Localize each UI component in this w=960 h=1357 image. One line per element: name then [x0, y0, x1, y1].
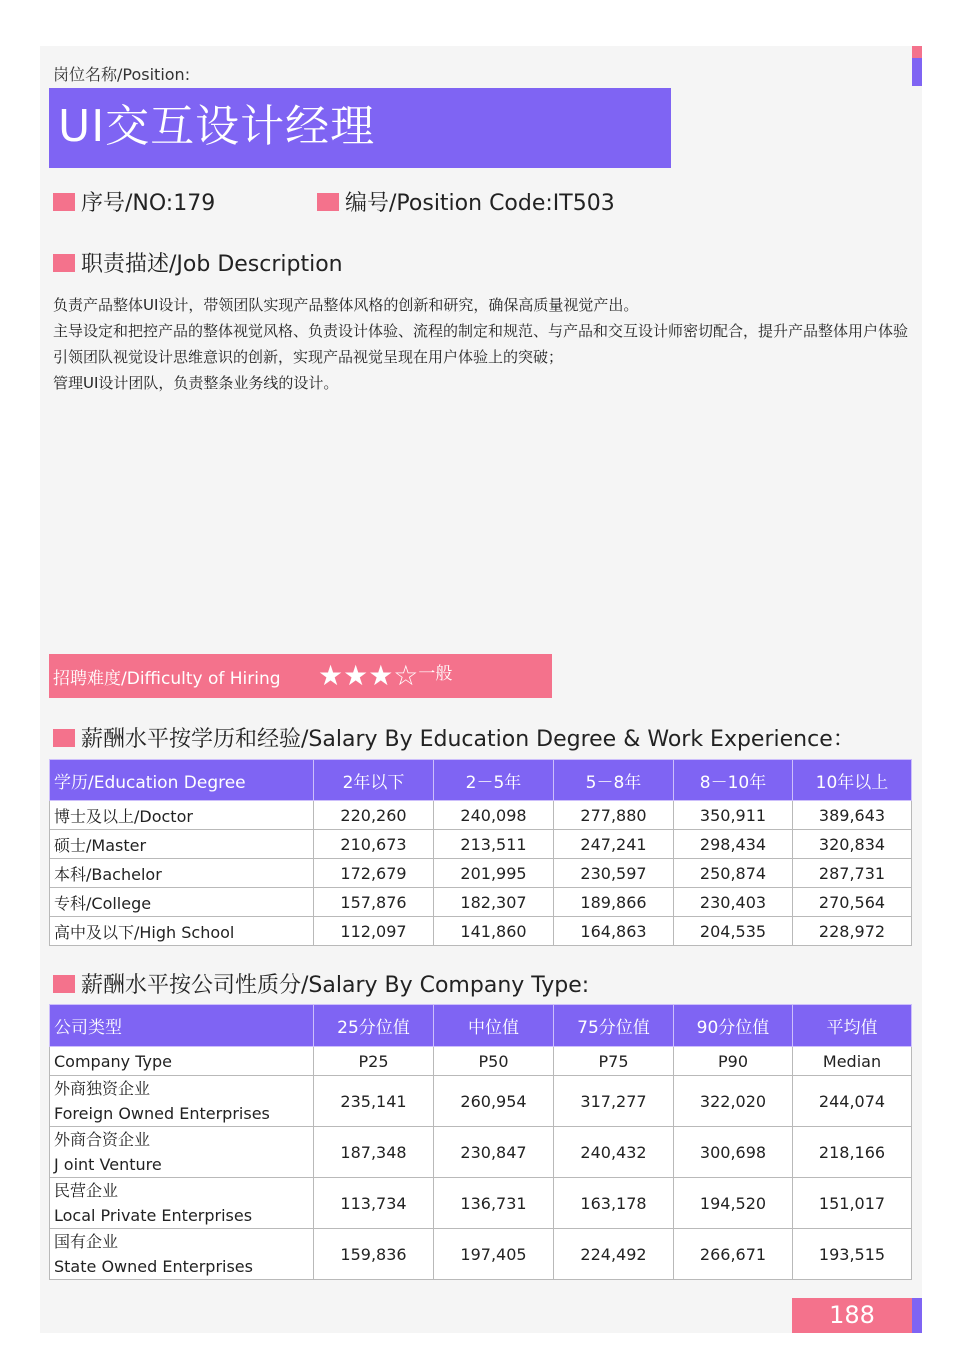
table-cell: 187,348	[314, 1127, 434, 1178]
column-header: 公司类型	[50, 1005, 314, 1047]
company-type-en: J oint Venture	[54, 1155, 162, 1174]
column-header: 25分位值	[314, 1005, 434, 1047]
table-cell: 164,863	[554, 917, 674, 946]
table-cell: 201,995	[434, 859, 554, 888]
description-line: 主导设定和把控产品的整体视觉风格、负责设计体验、流程的制定和规范、与产品和交互设计师密切配合，提升产品整体用户体验	[53, 322, 909, 340]
bullet-square-icon	[53, 193, 75, 211]
subheader-cell: P25	[314, 1047, 434, 1076]
description-line: 引领团队视觉设计思维意识的创新，实现产品视觉呈现在用户体验上的突破；	[53, 348, 564, 366]
hiring-difficulty-label: 招聘难度/Difficulty of Hiring	[53, 669, 281, 689]
table-cell: 197,405	[434, 1229, 554, 1280]
table-cell: 213,511	[434, 830, 554, 859]
table-header-row	[50, 1005, 912, 1047]
table-cell: 专科/College	[50, 888, 314, 917]
table-cell: 260,954	[434, 1076, 554, 1127]
company-type-cn: 民营企业	[54, 1181, 119, 1200]
salary-education-table	[49, 759, 912, 946]
hiring-difficulty-level: 一般	[418, 664, 453, 684]
table-cell: 224,492	[554, 1229, 674, 1280]
table-cell: 189,866	[554, 888, 674, 917]
bullet-square-icon	[53, 254, 75, 272]
subheader-cell: P75	[554, 1047, 674, 1076]
table-cell: 163,178	[554, 1178, 674, 1229]
table-cell: 151,017	[793, 1178, 912, 1229]
column-header: 75分位值	[554, 1005, 674, 1047]
table-cell: 113,734	[314, 1178, 434, 1229]
table-cell: 350,911	[674, 801, 793, 830]
job-description-title: 职责描述/Job Description	[81, 252, 343, 277]
table-cell: 320,834	[793, 830, 912, 859]
table-row	[50, 1076, 912, 1127]
table-cell: 240,432	[554, 1127, 674, 1178]
column-header: 90分位值	[674, 1005, 793, 1047]
star-rating-icon: ★★★☆	[318, 659, 419, 692]
table-cell: 244,074	[793, 1076, 912, 1127]
table-cell: 235,141	[314, 1076, 434, 1127]
page-title: UI交互设计经理	[58, 101, 376, 152]
column-header: 2年以下	[314, 760, 434, 801]
company-type-en: Foreign Owned Enterprises	[54, 1104, 270, 1123]
company-type-cn: 外商独资企业	[54, 1079, 151, 1098]
table-cell: 141,860	[434, 917, 554, 946]
table-cell: 277,880	[554, 801, 674, 830]
table-cell: 230,847	[434, 1127, 554, 1178]
column-header: 5－8年	[554, 760, 674, 801]
column-header: 2－5年	[434, 760, 554, 801]
page-number: 188	[829, 1301, 875, 1329]
bullet-square-icon	[53, 729, 75, 747]
corner-accent-pink	[912, 46, 922, 58]
page-number-accent	[912, 1298, 922, 1333]
column-header: 学历/Education Degree	[50, 760, 314, 801]
table-cell: 266,671	[674, 1229, 793, 1280]
job-description-heading	[53, 247, 343, 278]
number-text: 序号/NO:179	[81, 191, 216, 216]
table-row	[50, 1178, 912, 1229]
table-cell: 高中及以下/High School	[50, 917, 314, 946]
table-row	[50, 1229, 912, 1280]
description-line: 管理UI设计团队，负责整条业务线的设计。	[53, 374, 339, 392]
table-row	[50, 888, 912, 917]
column-header: 8－10年	[674, 760, 793, 801]
description-line: 负责产品整体UI设计，带领团队实现产品整体风格的创新和研究，确保高质量视觉产出。	[53, 296, 639, 314]
table-cell: 博士及以上/Doctor	[50, 801, 314, 830]
position-label: 岗位名称/Position:	[53, 65, 191, 84]
bullet-square-icon	[317, 193, 339, 211]
column-header: 中位值	[434, 1005, 554, 1047]
company-type-cell	[50, 1076, 314, 1127]
company-type-en: State Owned Enterprises	[54, 1257, 253, 1276]
table-cell: 230,597	[554, 859, 674, 888]
subheader-cell: P50	[434, 1047, 554, 1076]
bullet-square-icon	[53, 975, 75, 993]
table-cell: 247,241	[554, 830, 674, 859]
salary-company-table	[49, 1004, 912, 1280]
table-cell: 287,731	[793, 859, 912, 888]
salary-company-heading	[53, 968, 589, 999]
table-cell: 300,698	[674, 1127, 793, 1178]
table-cell: 204,535	[674, 917, 793, 946]
table-cell: 157,876	[314, 888, 434, 917]
company-type-cn: 外商合资企业	[54, 1130, 151, 1149]
code-text: 编号/Position Code:IT503	[345, 191, 615, 216]
company-type-cn: 国有企业	[54, 1232, 119, 1251]
subheader-cell: Median	[793, 1047, 912, 1076]
table-cell: 182,307	[434, 888, 554, 917]
table-cell: 240,098	[434, 801, 554, 830]
table-cell: 136,731	[434, 1178, 554, 1229]
table-cell: 298,434	[674, 830, 793, 859]
table-cell: 本科/Bachelor	[50, 859, 314, 888]
table-cell: 317,277	[554, 1076, 674, 1127]
table-cell: 389,643	[793, 801, 912, 830]
salary-education-title: 薪酬水平按学历和经验/Salary By Education Degree & Work Experience：	[81, 727, 855, 752]
subheader-cell: P90	[674, 1047, 793, 1076]
code-heading	[317, 186, 615, 217]
table-cell: 159,836	[314, 1229, 434, 1280]
company-type-cell	[50, 1178, 314, 1229]
column-header: 10年以上	[793, 760, 912, 801]
table-cell: 228,972	[793, 917, 912, 946]
number-heading	[53, 186, 215, 217]
table-cell: 硕士/Master	[50, 830, 314, 859]
table-cell: 193,515	[793, 1229, 912, 1280]
company-type-en: Local Private Enterprises	[54, 1206, 253, 1225]
corner-accent-purple	[912, 58, 922, 86]
table-cell: 218,166	[793, 1127, 912, 1178]
table-cell: 322,020	[674, 1076, 793, 1127]
subheader-cell: Company Type	[50, 1047, 314, 1076]
table-row	[50, 830, 912, 859]
table-subheader-row	[50, 1047, 912, 1076]
table-cell: 220,260	[314, 801, 434, 830]
column-header: 平均值	[793, 1005, 912, 1047]
job-description-body	[53, 292, 913, 396]
company-type-cell	[50, 1127, 314, 1178]
table-cell: 250,874	[674, 859, 793, 888]
table-row	[50, 917, 912, 946]
table-cell: 172,679	[314, 859, 434, 888]
table-cell: 210,673	[314, 830, 434, 859]
table-cell: 194,520	[674, 1178, 793, 1229]
table-row	[50, 1127, 912, 1178]
table-header-row	[50, 760, 912, 801]
table-row	[50, 801, 912, 830]
table-cell: 230,403	[674, 888, 793, 917]
hiring-difficulty-rating	[318, 660, 452, 693]
salary-company-title: 薪酬水平按公司性质分/Salary By Company Type:	[81, 973, 590, 998]
table-cell: 112,097	[314, 917, 434, 946]
company-type-cell	[50, 1229, 314, 1280]
table-row	[50, 859, 912, 888]
salary-education-heading	[53, 722, 855, 753]
table-cell: 270,564	[793, 888, 912, 917]
